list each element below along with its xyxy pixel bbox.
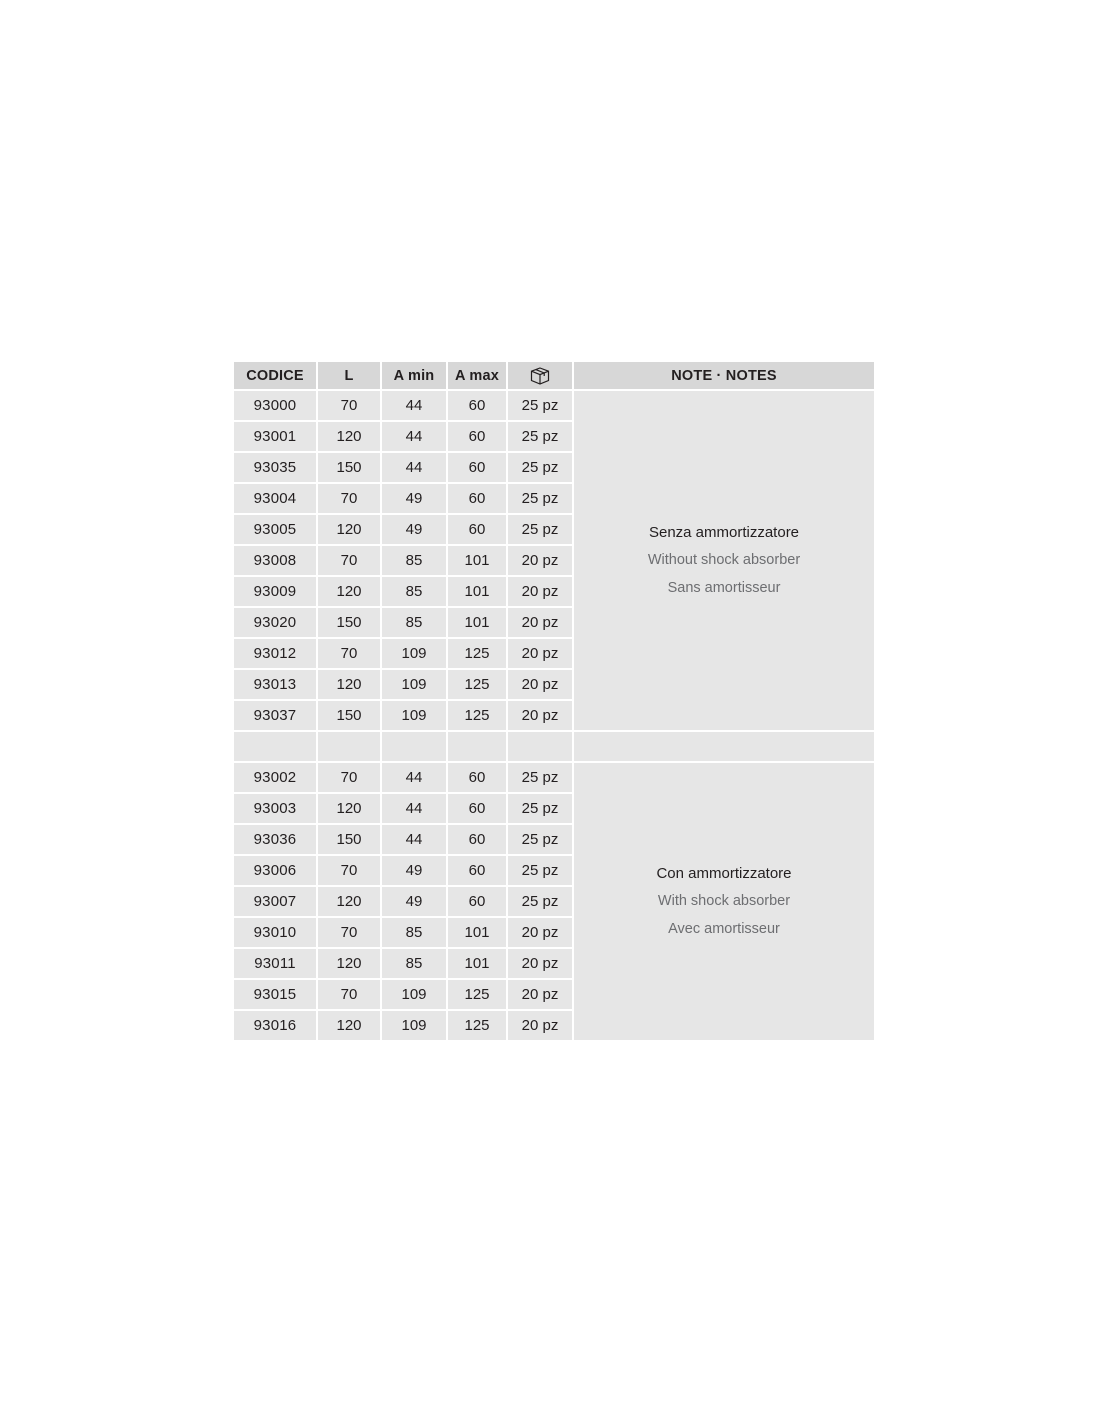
cell-codice: 93003 xyxy=(234,794,316,823)
cell-a-max: 60 xyxy=(448,825,506,854)
cell-l: 150 xyxy=(318,825,380,854)
cell-a-min: 44 xyxy=(382,453,446,482)
cell-l: 150 xyxy=(318,453,380,482)
cell-packaging: 25 pz xyxy=(508,887,572,916)
table-row xyxy=(234,763,874,792)
header-packaging xyxy=(508,362,572,389)
cell-codice: 93005 xyxy=(234,515,316,544)
cell-a-max: 101 xyxy=(448,918,506,947)
cell-a-max: 60 xyxy=(448,422,506,451)
cell-l: 70 xyxy=(318,856,380,885)
cell-packaging: 25 pz xyxy=(508,825,572,854)
cell-a-min: 44 xyxy=(382,391,446,420)
group-separator xyxy=(234,732,874,761)
cell-a-min: 49 xyxy=(382,484,446,513)
header-a-max: A max xyxy=(448,362,506,389)
cell-a-min: 44 xyxy=(382,763,446,792)
note-french: Avec amortisseur xyxy=(668,920,780,937)
note-italian: Senza ammortizzatore xyxy=(648,523,800,541)
note-cell-group-1 xyxy=(574,391,874,730)
cell-packaging: 20 pz xyxy=(508,1011,572,1040)
cell-a-max: 101 xyxy=(448,546,506,575)
header-note: NOTE · NOTES xyxy=(574,362,874,389)
cell-l: 70 xyxy=(318,763,380,792)
cell-packaging: 20 pz xyxy=(508,546,572,575)
header-a-min: A min xyxy=(382,362,446,389)
cell-packaging: 25 pz xyxy=(508,391,572,420)
cell-packaging: 25 pz xyxy=(508,856,572,885)
cell-a-max: 60 xyxy=(448,763,506,792)
cell-a-max: 60 xyxy=(448,794,506,823)
cell-codice: 93009 xyxy=(234,577,316,606)
cell-a-min: 85 xyxy=(382,949,446,978)
cell-a-min: 85 xyxy=(382,918,446,947)
cell-codice: 93006 xyxy=(234,856,316,885)
header-l: L xyxy=(318,362,380,389)
cell-packaging: 20 pz xyxy=(508,577,572,606)
cell-packaging: 20 pz xyxy=(508,949,572,978)
cell-l: 70 xyxy=(318,980,380,1009)
cell-packaging: 20 pz xyxy=(508,670,572,699)
cell-l: 150 xyxy=(318,608,380,637)
cell-codice: 93007 xyxy=(234,887,316,916)
cell-codice: 93015 xyxy=(234,980,316,1009)
cell-a-max: 60 xyxy=(448,887,506,916)
cell-l: 70 xyxy=(318,918,380,947)
cell-a-max: 101 xyxy=(448,608,506,637)
separator-cell xyxy=(318,732,380,761)
note-italian: Con ammortizzatore xyxy=(656,864,792,882)
table-header-row xyxy=(234,362,874,389)
cell-a-max: 60 xyxy=(448,515,506,544)
cell-codice: 93008 xyxy=(234,546,316,575)
cell-a-min: 44 xyxy=(382,422,446,451)
cell-codice: 93037 xyxy=(234,701,316,730)
cell-l: 120 xyxy=(318,794,380,823)
note-cell-group-2 xyxy=(574,763,874,1040)
cell-codice: 93011 xyxy=(234,949,316,978)
table-header xyxy=(234,362,874,389)
cell-codice: 93004 xyxy=(234,484,316,513)
cell-packaging: 25 pz xyxy=(508,763,572,792)
cell-a-min: 44 xyxy=(382,825,446,854)
cell-a-max: 125 xyxy=(448,701,506,730)
table-row xyxy=(234,391,874,420)
header-codice: CODICE xyxy=(234,362,316,389)
cell-l: 120 xyxy=(318,515,380,544)
cell-packaging: 25 pz xyxy=(508,422,572,451)
cell-a-min: 109 xyxy=(382,639,446,668)
table-body xyxy=(234,391,874,1040)
cell-l: 120 xyxy=(318,670,380,699)
cell-codice: 93012 xyxy=(234,639,316,668)
cell-codice: 93036 xyxy=(234,825,316,854)
product-spec-table xyxy=(232,360,876,1042)
cell-l: 70 xyxy=(318,391,380,420)
cell-packaging: 20 pz xyxy=(508,639,572,668)
cell-l: 120 xyxy=(318,887,380,916)
cell-a-min: 109 xyxy=(382,670,446,699)
cell-codice: 93035 xyxy=(234,453,316,482)
cell-l: 120 xyxy=(318,949,380,978)
cell-a-min: 49 xyxy=(382,515,446,544)
separator-cell xyxy=(234,732,316,761)
note-french: Sans amortisseur xyxy=(667,579,781,596)
cell-packaging: 20 pz xyxy=(508,701,572,730)
cell-packaging: 20 pz xyxy=(508,608,572,637)
cell-l: 70 xyxy=(318,639,380,668)
cell-packaging: 20 pz xyxy=(508,980,572,1009)
cell-a-max: 60 xyxy=(448,856,506,885)
cell-a-min: 109 xyxy=(382,980,446,1009)
box-icon xyxy=(508,366,572,386)
cell-a-min: 44 xyxy=(382,794,446,823)
cell-codice: 93000 xyxy=(234,391,316,420)
cell-a-min: 85 xyxy=(382,577,446,606)
cell-l: 120 xyxy=(318,422,380,451)
separator-cell xyxy=(508,732,572,761)
cell-packaging: 25 pz xyxy=(508,484,572,513)
cell-a-max: 101 xyxy=(448,577,506,606)
cell-a-max: 60 xyxy=(448,453,506,482)
cell-l: 120 xyxy=(318,577,380,606)
note-english: Without shock absorber xyxy=(647,552,801,569)
cell-codice: 93001 xyxy=(234,422,316,451)
cell-packaging: 25 pz xyxy=(508,794,572,823)
cell-a-min: 85 xyxy=(382,608,446,637)
cell-l: 70 xyxy=(318,484,380,513)
cell-a-max: 125 xyxy=(448,1011,506,1040)
cell-l: 70 xyxy=(318,546,380,575)
spec-table-container xyxy=(232,360,866,1042)
separator-cell xyxy=(382,732,446,761)
cell-a-min: 49 xyxy=(382,856,446,885)
cell-a-max: 125 xyxy=(448,639,506,668)
cell-a-min: 49 xyxy=(382,887,446,916)
cell-l: 120 xyxy=(318,1011,380,1040)
separator-cell xyxy=(574,732,874,761)
cell-a-min: 109 xyxy=(382,701,446,730)
cell-a-max: 125 xyxy=(448,980,506,1009)
cell-a-min: 109 xyxy=(382,1011,446,1040)
cell-codice: 93013 xyxy=(234,670,316,699)
cell-codice: 93020 xyxy=(234,608,316,637)
cell-packaging: 20 pz xyxy=(508,918,572,947)
cell-codice: 93002 xyxy=(234,763,316,792)
note-english: With shock absorber xyxy=(657,893,791,910)
cell-codice: 93016 xyxy=(234,1011,316,1040)
cell-codice: 93010 xyxy=(234,918,316,947)
cell-packaging: 25 pz xyxy=(508,515,572,544)
cell-a-max: 101 xyxy=(448,949,506,978)
cell-a-max: 60 xyxy=(448,391,506,420)
cell-l: 150 xyxy=(318,701,380,730)
cell-a-max: 125 xyxy=(448,670,506,699)
separator-cell xyxy=(448,732,506,761)
cell-a-max: 60 xyxy=(448,484,506,513)
cell-a-min: 85 xyxy=(382,546,446,575)
cell-packaging: 25 pz xyxy=(508,453,572,482)
